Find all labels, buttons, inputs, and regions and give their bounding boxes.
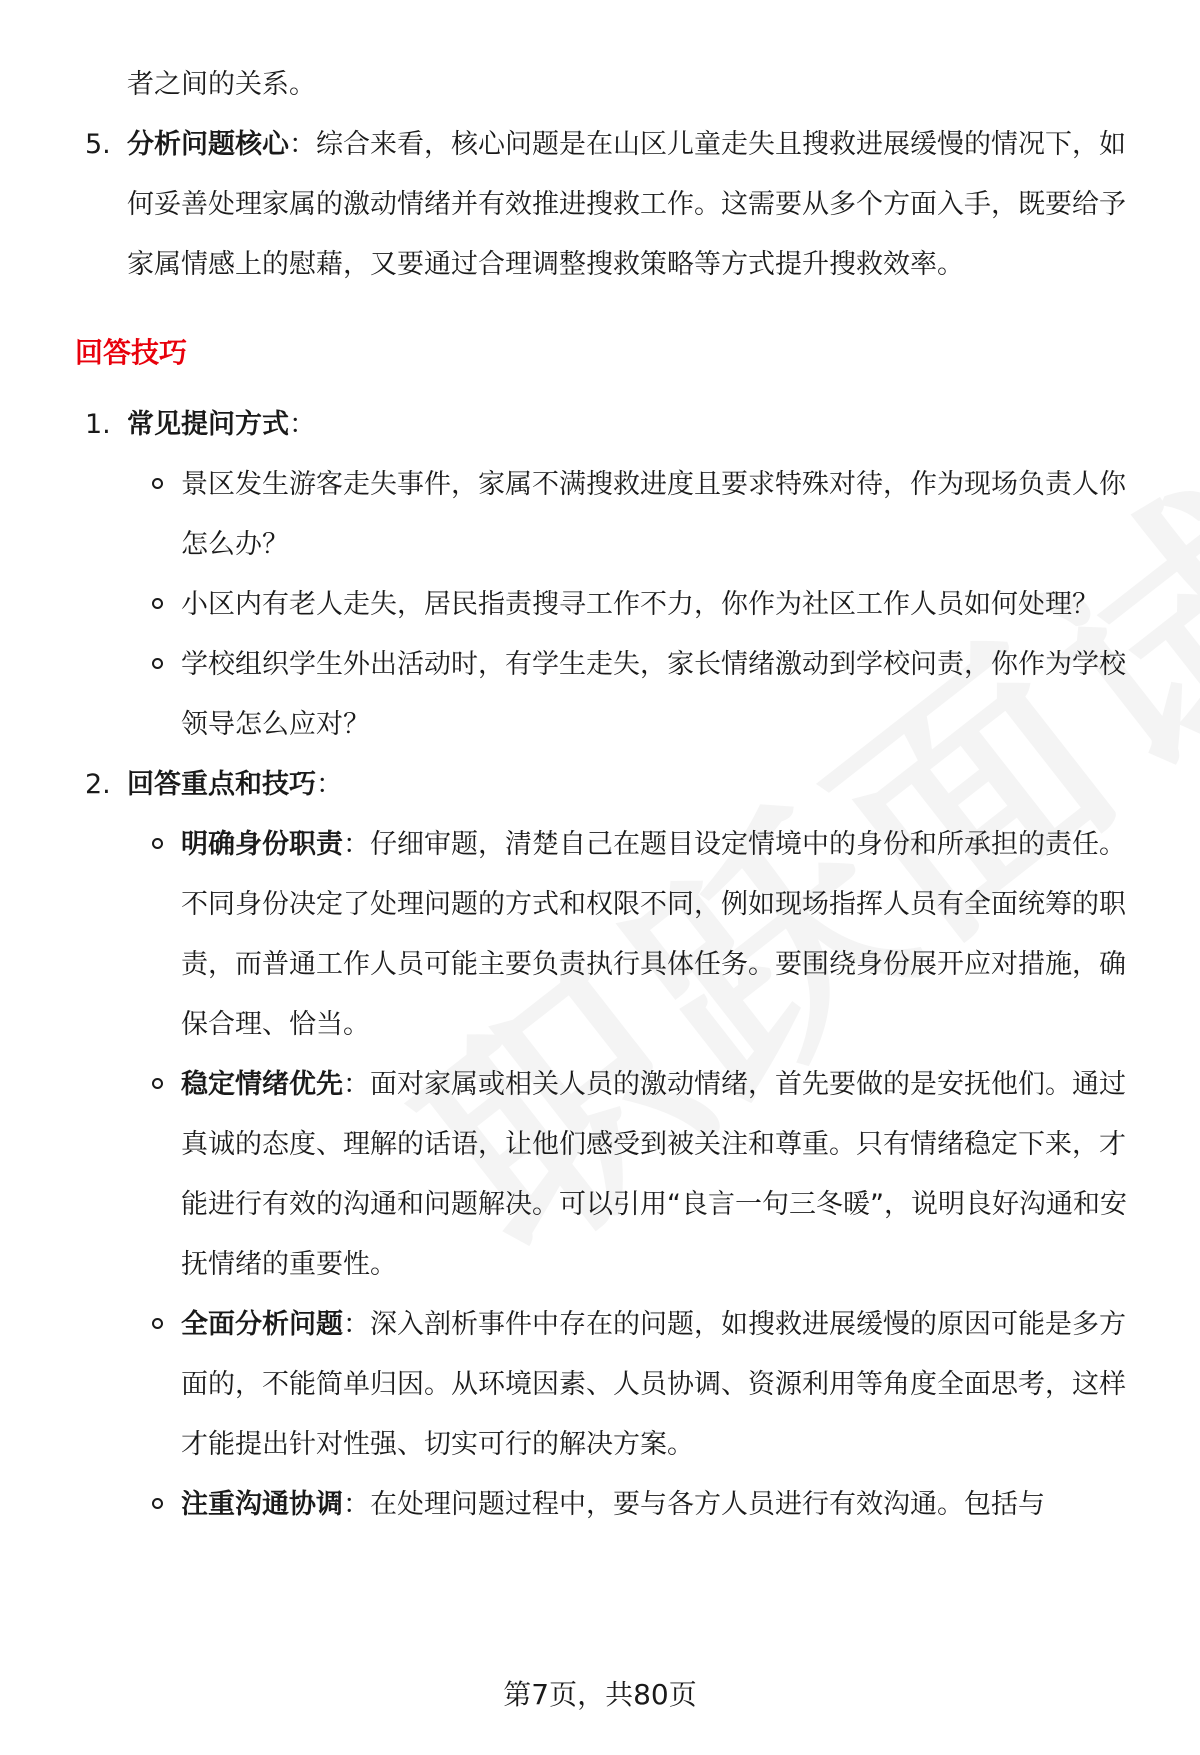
- tips-list: [75, 815, 1140, 1535]
- list-item: [75, 635, 1140, 755]
- tip-text: ：深入剖析事件中存在的问题，如搜救进展缓慢的原因可能是多方面的，不能简单归因。从环境因素、人员协调、资源利用等角度全面思考，这样才能提出针对性强、切实可行的解决方案。: [181, 1309, 1126, 1460]
- tip-heading: 全面分析问题: [181, 1309, 343, 1340]
- tip-text: ：面对家属或相关人员的激动情绪，首先要做的是安抚他们。通过真诚的态度、理解的话语，让他们感受到被关注和尊重。只有情绪稳定下来，才能进行有效的沟通和问题解决。可以引用“良言一句三冬暖”，说明良好沟通和安抚情绪的重要性。: [181, 1069, 1127, 1280]
- section-heading: 回答技巧: [75, 336, 188, 369]
- list-item-text: 景区发生游客走失事件，家属不满搜救进度且要求特殊对待，作为现场负责人你怎么办？: [181, 469, 1126, 560]
- prev-item-continuation: 者之间的关系。: [127, 69, 316, 100]
- hollow-bullet-icon: [152, 838, 163, 849]
- item-colon: ：: [289, 409, 316, 440]
- hollow-bullet-icon: [152, 1498, 163, 1509]
- item-number: 1.: [85, 409, 111, 440]
- tip-heading: 明确身份职责: [181, 829, 343, 860]
- item-text: ：综合来看，核心问题是在山区儿童走失且搜救进展缓慢的情况下，如何妥善处理家属的激动情绪并有效推进搜救工作。这需要从多个方面入手，既要给予家属情感上的慰藉，又要通过合理调整搜救策略等方式提升搜救效率。: [127, 129, 1126, 280]
- hollow-bullet-icon: [152, 478, 163, 489]
- item-number: 5.: [85, 129, 111, 160]
- numbered-item-2: [75, 755, 1140, 815]
- item-heading: 回答重点和技巧: [127, 769, 316, 800]
- hollow-bullet-icon: [152, 598, 163, 609]
- question-list: [75, 455, 1140, 755]
- list-item: [75, 1295, 1140, 1475]
- list-item: [75, 575, 1140, 635]
- list-item-text: 学校组织学生外出活动时，有学生走失，家长情绪激动到学校问责，你作为学校领导怎么应对？: [181, 649, 1126, 740]
- item-heading: 分析问题核心: [127, 129, 289, 160]
- numbered-item-5: [75, 115, 1140, 295]
- list-item: [75, 455, 1140, 575]
- item-number: 2.: [85, 769, 111, 800]
- item-colon: ：: [316, 769, 343, 800]
- list-item-text: 小区内有老人走失，居民指责搜寻工作不力，你作为社区工作人员如何处理？: [181, 589, 1099, 620]
- numbered-item-1: [75, 395, 1140, 455]
- hollow-bullet-icon: [152, 1078, 163, 1089]
- hollow-bullet-icon: [152, 658, 163, 669]
- list-item: [75, 815, 1140, 1055]
- tip-text: ：在处理问题过程中，要与各方人员进行有效沟通。包括与: [343, 1489, 1045, 1520]
- tip-text: ：仔细审题，清楚自己在题目设定情境中的身份和所承担的责任。不同身份决定了处理问题的方式和权限不同，例如现场指挥人员有全面统筹的职责，而普通工作人员可能主要负责执行具体任务。要围绕身份展开应对措施，确保合理、恰当。: [181, 829, 1126, 1040]
- page-number: 第7页，共80页: [503, 1678, 697, 1711]
- hollow-bullet-icon: [152, 1318, 163, 1329]
- list-item: [75, 1475, 1140, 1535]
- tip-heading: 注重沟通协调: [181, 1489, 343, 1520]
- tip-heading: 稳定情绪优先: [181, 1069, 343, 1100]
- list-item: [75, 1055, 1140, 1295]
- item-heading: 常见提问方式: [127, 409, 289, 440]
